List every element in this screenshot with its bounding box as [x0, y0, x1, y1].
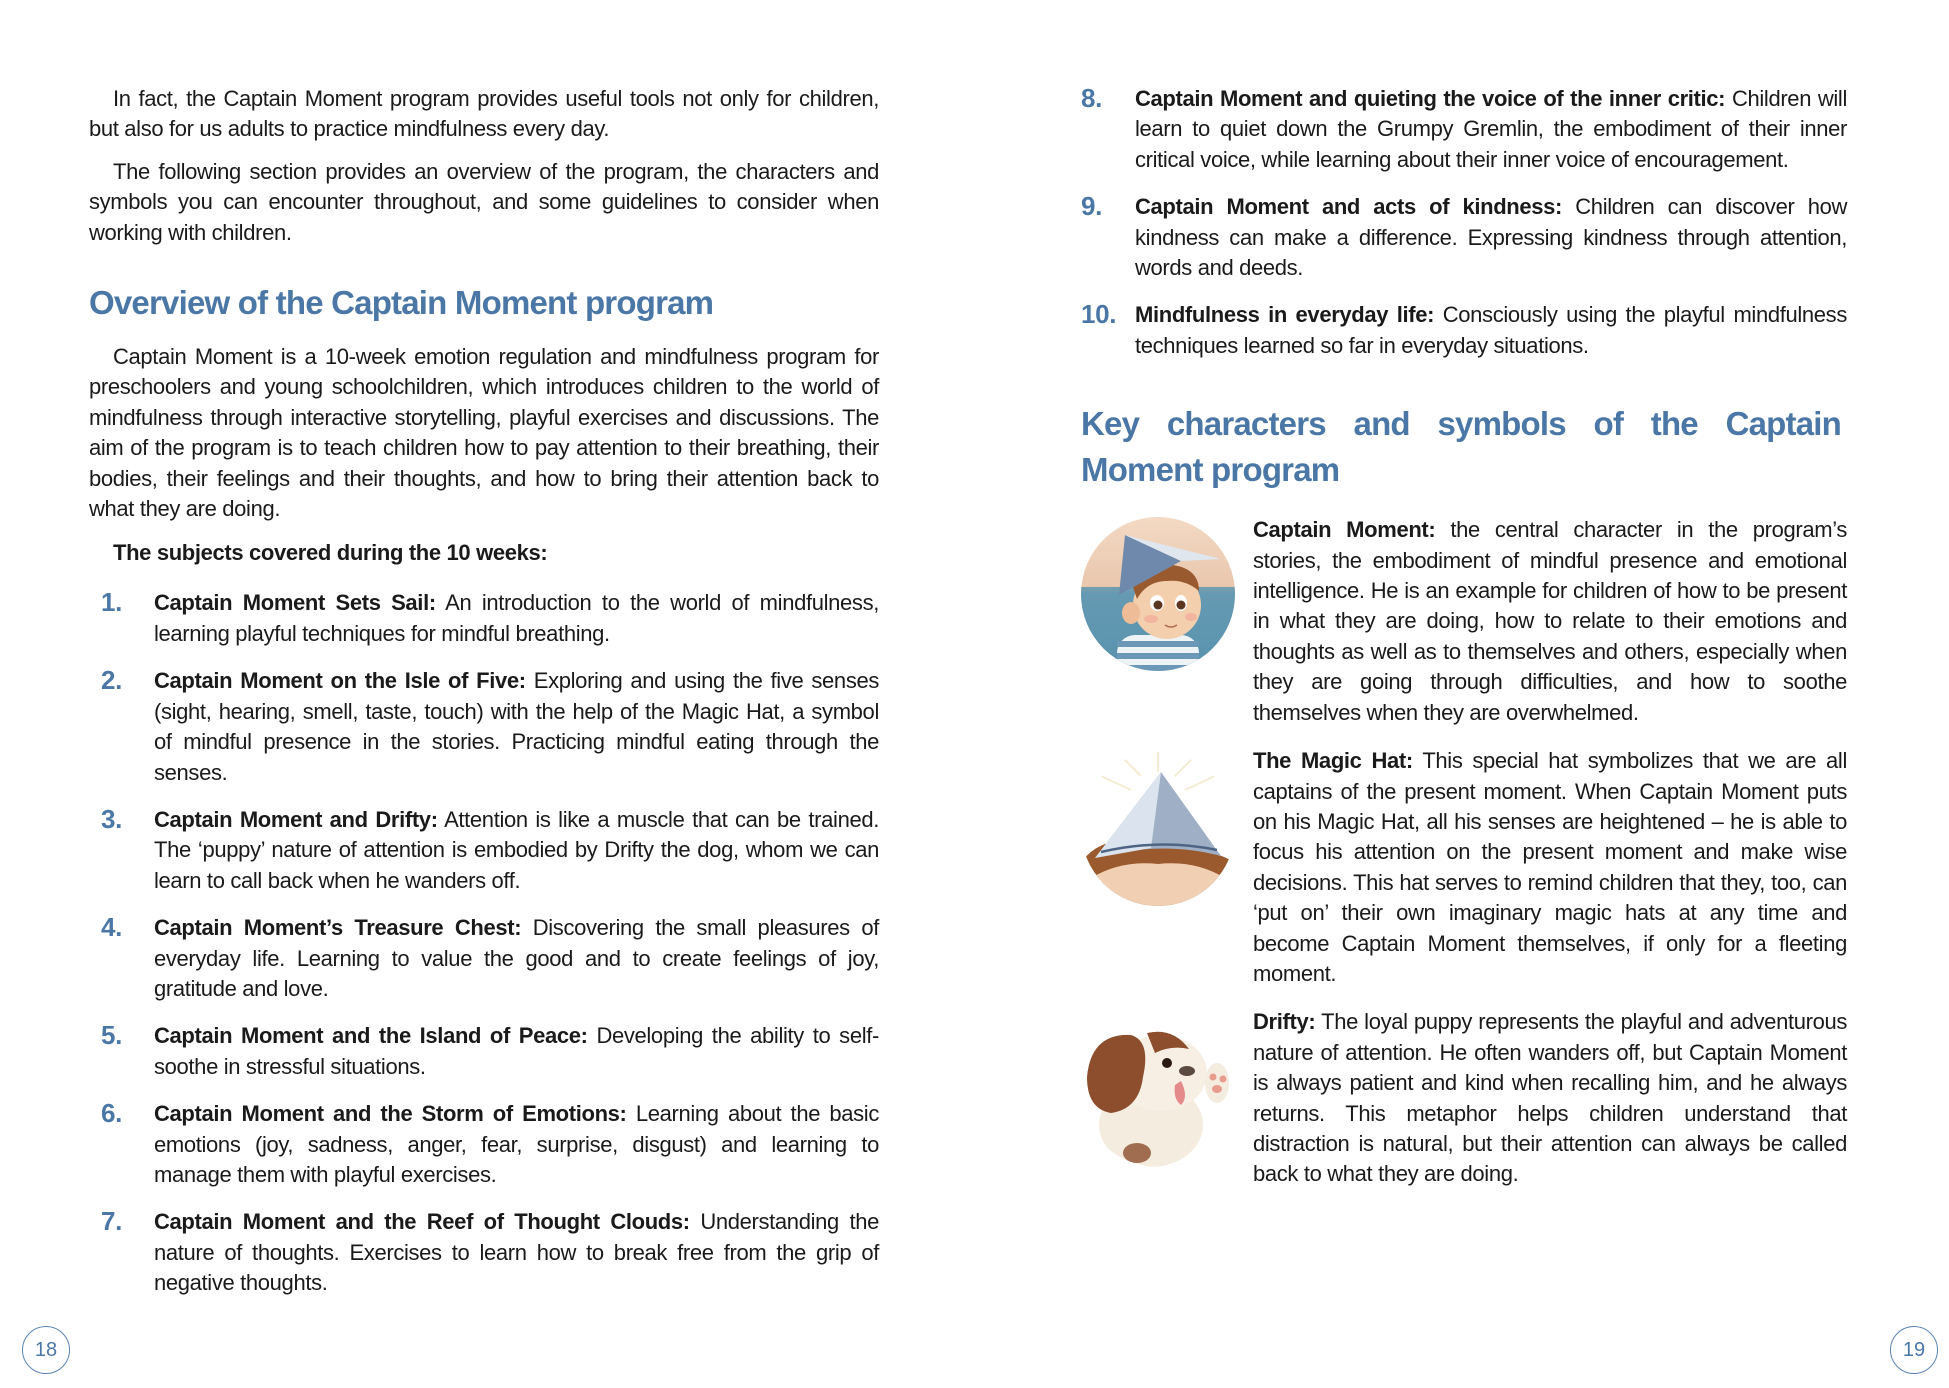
subject-text: Children will learn to quiet down the Grumpy Gremlin, the embodiment of their inner critical voice, while learning about their inner voice of encouragement.: [1135, 86, 1847, 172]
character-name: The Magic Hat:: [1253, 748, 1413, 774]
subject-item-9: [1081, 192, 1847, 283]
subject-title: Mindfulness in everyday life:: [1135, 302, 1435, 328]
captain-moment-illustration-icon: [1081, 517, 1235, 671]
left-column: [89, 84, 879, 1316]
list-number: 1.: [101, 587, 122, 618]
character-name: Captain Moment:: [1253, 517, 1436, 543]
list-number: 9.: [1081, 191, 1102, 222]
overview-heading: Overview of the Captain Moment program: [89, 284, 714, 322]
subjects-title: The subjects covered during the 10 weeks:: [113, 540, 548, 566]
subject-title: Captain Moment and the Island of Peace:: [154, 1023, 588, 1049]
list-number: 6.: [101, 1098, 122, 1129]
intro-paragraph-1: In fact, the Captain Moment program provides useful tools not only for children, but also for us adults to practice mindfulness every day.: [89, 86, 879, 142]
character-captain-moment: [1081, 515, 1847, 728]
intro-paragraph-2: The following section provides an overview of the program, the characters and symbols you can encounter throughout, and some guidelines to consider when working with children.: [89, 158, 879, 245]
subject-item-10: [1081, 300, 1847, 361]
subject-item-1: [89, 588, 879, 649]
character-description: This special hat symbolizes that we are all captains of the present moment. When Captain Moment puts on his Magic Hat, all his senses are heightened – he is able to focus his attention on the present moment and make wise decisions. This hat serves to remind children that they, too, can ‘put on’ their own imaginary magic hats at any time and become Captain Moment themselves, if only for a fleeting moment.: [1253, 748, 1848, 986]
page-number-left: 18: [22, 1326, 70, 1374]
subject-item-3: [89, 805, 879, 896]
list-number: 10.: [1081, 299, 1117, 330]
subject-item-8: [1081, 84, 1847, 175]
subject-title: Captain Moment’s Treasure Chest:: [154, 915, 522, 941]
magic-hat-illustration-icon: [1081, 752, 1235, 906]
subject-title: Captain Moment and the Reef of Thought Clouds:: [154, 1209, 690, 1235]
character-drifty: [1081, 1007, 1847, 1189]
character-magic-hat: [1081, 746, 1847, 989]
character-description: The loyal puppy represents the playful and adventurous nature of attention. He often wanders off, but Captain Moment is always patient and kind when recalling him, and he always returns. This metaphor helps children understand that distraction is natural, but their attention can always be called back to what they are doing.: [1253, 1009, 1847, 1187]
list-number: 8.: [1081, 83, 1102, 113]
list-number: 7.: [101, 1206, 122, 1237]
subject-text: Developing the ability to self-soothe in stressful situations.: [154, 1023, 879, 1079]
subject-item-6: [89, 1099, 879, 1190]
subjects-list-part-2: [1081, 84, 1847, 361]
subject-item-5: [89, 1021, 879, 1082]
subject-text: An introduction to the world of mindfulness, learning playful techniques for mindful breathing.: [154, 590, 879, 646]
subject-title: Captain Moment Sets Sail:: [154, 590, 436, 616]
subject-item-7: [89, 1207, 879, 1298]
subject-title: Captain Moment and acts of kindness:: [1135, 194, 1563, 220]
subject-text: Exploring and using the five senses (sight, hearing, smell, taste, touch) with the help of the Magic Hat, a symbol of mindful presence in the stories. Practicing mindful eating through the senses.: [154, 668, 879, 785]
list-number: 5.: [101, 1020, 122, 1051]
subject-item-2: [89, 666, 879, 788]
subject-text: Attention is like a muscle that can be trained. The ‘puppy’ nature of attention is embodied by Drifty the dog, whom we can learn to call back when he wanders off.: [154, 806, 879, 893]
subject-text: Discovering the small pleasures of everyday life. Learning to value the good and to create feelings of joy, gratitude and love.: [154, 915, 879, 1001]
page-number-right: 19: [1890, 1326, 1938, 1374]
list-number: 3.: [101, 803, 122, 834]
subject-text: Consciously using the playful mindfulness techniques learned so far in everyday situations.: [1135, 302, 1847, 358]
character-description: the central character in the program’s stories, the embodiment of mindful presence and emotional intelligence. He is an example for children of how to be present in what they are doing, how to relate to their emotions and thoughts as well as to themselves and others, especially when they are going through difficulties, and how to soothe themselves when they are overwhelmed.: [1253, 517, 1847, 725]
character-name: Drifty:: [1253, 1009, 1316, 1035]
list-number: 4.: [101, 912, 122, 943]
subject-title: Captain Moment and quieting the voice of the inner critic:: [1135, 86, 1726, 111]
key-characters-heading: Key characters and symbols of the Captain Moment program: [1081, 405, 1841, 489]
drifty-puppy-illustration-icon: [1081, 1013, 1235, 1167]
subject-text: Children can discover how kindness can make a difference. Expressing kindness through attention, words and deeds.: [1135, 194, 1847, 281]
subjects-list-part-1: [89, 588, 879, 1298]
subject-item-4: [89, 913, 879, 1004]
subject-text: Learning about the basic emotions (joy, sadness, anger, fear, surprise, disgust) and learning to manage them with playful exercises.: [154, 1101, 879, 1187]
subject-text: Understanding the nature of thoughts. Exercises to learn how to break free from the grip of negative thoughts.: [154, 1209, 879, 1296]
right-column: [1081, 84, 1847, 1208]
list-number: 2.: [101, 665, 122, 696]
subject-title: Captain Moment and Drifty:: [154, 806, 438, 832]
subject-title: Captain Moment and the Storm of Emotions:: [154, 1101, 627, 1127]
right-page: [975, 0, 1949, 1388]
overview-paragraph: Captain Moment is a 10-week emotion regulation and mindfulness program for preschoolers and young schoolchildren, which introduces children to the world of mindfulness through interactive storytelling, playful exercises and discussions. The aim of the program is to teach children how to pay attention to their breathing, their bodies, their feelings and their thoughts, and how to bring their attention back to what they are doing.: [89, 344, 879, 522]
subject-title: Captain Moment on the Isle of Five:: [154, 668, 526, 694]
